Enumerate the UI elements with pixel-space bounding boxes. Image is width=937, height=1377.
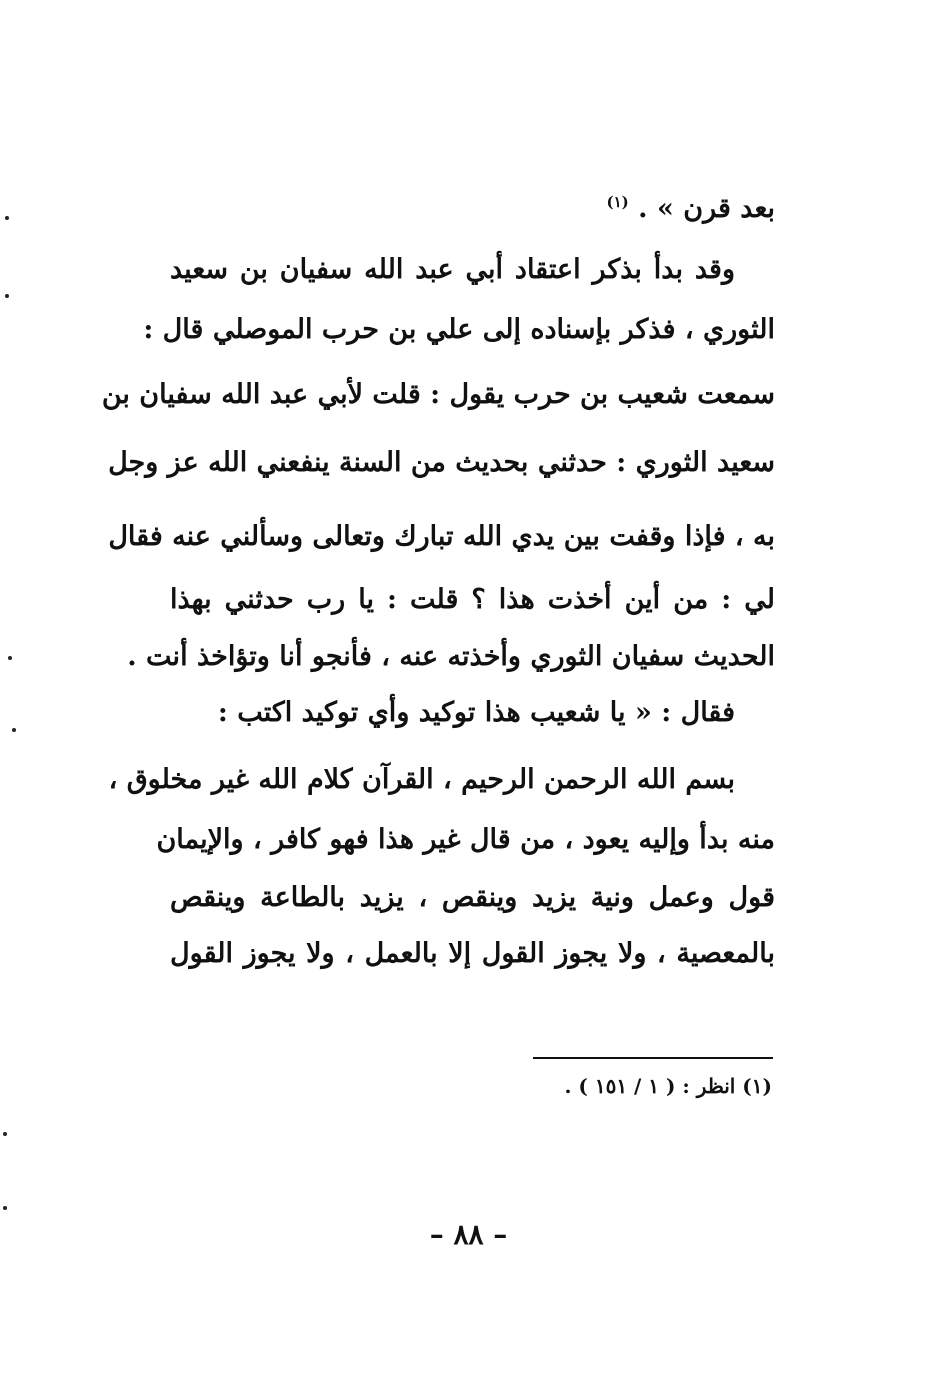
scan-speck xyxy=(12,728,16,732)
text-line-12: قول وعمل ونية يزيد وينقص ، يزيد بالطاعة وينقص xyxy=(170,882,775,913)
text-line-1 xyxy=(170,182,775,229)
text-line-4: سمعت شعيب بن حرب يقول : قلت لأبي عبد الله سفيان بن xyxy=(101,379,775,410)
text-line-2: وقد بدأ بذكر اعتقاد أبي عبد الله سفيان بن سعيد xyxy=(170,254,735,285)
page-number: – ٨٨ – xyxy=(429,1218,508,1251)
text-line-1-content: بعد قرن » . xyxy=(628,193,775,224)
text-line-9: فقال : « يا شعيب هذا توكيد وأي توكيد اكتب : xyxy=(217,697,735,728)
scan-speck xyxy=(8,656,12,660)
text-line-3: الثوري ، فذكر بإسناده إلى علي بن حرب الموصلي قال : xyxy=(143,314,775,345)
text-line-6: به ، فإذا وقفت بين يدي الله تبارك وتعالى وسألني عنه فقال xyxy=(108,521,775,552)
footnote-marker: (١) xyxy=(606,193,629,211)
text-line-10: بسم الله الرحمن الرحيم ، القرآن كلام الله غير مخلوق ، xyxy=(108,764,735,795)
text-line-13: بالمعصية ، ولا يجوز القول إلا بالعمل ، ولا يجوز القول xyxy=(170,938,775,969)
scan-speck xyxy=(5,216,9,220)
scan-speck xyxy=(3,1206,7,1210)
text-line-5: سعيد الثوري : حدثني بحديث من السنة ينفعني الله عز وجل xyxy=(108,447,775,478)
scan-speck xyxy=(3,1132,7,1136)
text-line-7: لي : من أين أخذت هذا ؟ قلت : يا رب حدثني بهذا xyxy=(170,584,775,615)
text-line-8: الحديث سفيان الثوري وأخذته عنه ، فأنجو أنا وتؤاخذ أنت . xyxy=(127,641,775,672)
footnote: (١) انظر : ( ١ / ١٥١ ) . xyxy=(564,1074,772,1098)
scan-speck xyxy=(5,294,9,298)
footnote-separator xyxy=(533,1057,773,1059)
text-line-11: منه بدأ وإليه يعود ، من قال غير هذا فهو كافر ، والإيمان xyxy=(156,824,775,855)
